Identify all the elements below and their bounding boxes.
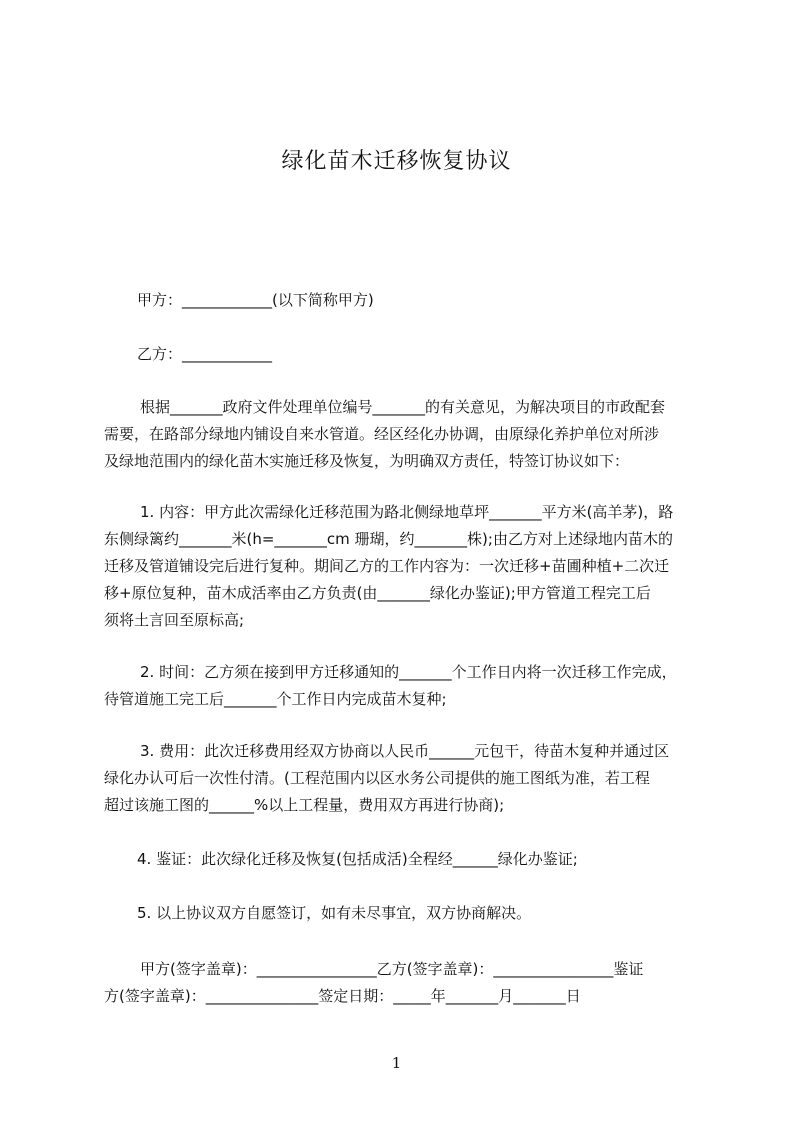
clause-1-line: 1. 内容：甲方此次需绿化迁移范围为路北侧绿地草坪_______平方米(高羊茅)，路 (140, 503, 674, 521)
clause-5-line: 5. 以上协议双方自愿签订，如有未尽事宜，双方协商解决。 (137, 904, 532, 922)
preamble-line: 需要，在路部分绿地内铺设自来水管道。经区经化办协调，由原绿化养护单位对所涉 (104, 425, 660, 443)
preamble-paragraph (104, 394, 710, 475)
clause-3-line: 超过该施工图的______%以上工程量，费用双方再进行协商); (104, 796, 505, 814)
clause-2-paragraph (104, 659, 710, 713)
clause-4-line: 4. 鉴证：此次绿化迁移及恢复(包括成活)全程经______绿化办鉴证; (137, 850, 578, 868)
clause-1-line: 迁移及管道铺设完后进行复种。期间乙方的工作内容为：一次迁移+苗圃种植+二次迁 (104, 557, 670, 575)
preamble-line: 及绿地范围内的绿化苗木实施迁移及恢复，为明确双方责任，特签订协议如下： (104, 452, 630, 470)
preamble-line: 根据_______政府文件处理单位编号_______的有关意见，为解决项目的市政配套 (140, 398, 666, 416)
clause-3-line: 3. 费用：此次迁移费用经双方协商以人民币______元包干，待苗木复种并通过区 (140, 742, 670, 760)
clause-2-line: 待管道施工完工后_______个工作日内完成苗木复种; (104, 690, 447, 708)
clause-3-paragraph (104, 738, 710, 819)
page-number: 1 (391, 1054, 402, 1072)
party-a-line: 甲方：____________(以下简称甲方) (137, 291, 374, 309)
party-b-line: 乙方：____________ (137, 345, 273, 363)
clause-2-line: 2. 时间：乙方须在接到甲方迁移通知的_______个工作日内将一次迁移工作完成， (140, 663, 677, 681)
clause-1-line: 东侧绿篱约_______米(h=_______cm 珊瑚，约_______株);由乙方对上述绿地内苗木的 (104, 530, 673, 548)
signature-line: 方(签字盖章)：_______________签定日期：_____年_______月_______日 (104, 987, 581, 1005)
signature-line: 甲方(签字盖章)：________________乙方(签字盖章)：________________鉴证 (140, 960, 644, 978)
clause-1-line: 须将土言回至原标高; (104, 611, 245, 629)
clause-1-paragraph (104, 499, 710, 634)
clause-1-line: 移+原位复种，苗木成活率由乙方负责(由_______绿化办鉴证);甲方管道工程完工后 (104, 584, 651, 602)
signature-block (104, 956, 710, 1010)
clause-3-line: 绿化办认可后一次性付清。(工程范围内以区水务公司提供的施工图纸为准，若工程 (104, 769, 650, 787)
document-title: 绿化苗木迁移恢复协议 (281, 149, 512, 174)
